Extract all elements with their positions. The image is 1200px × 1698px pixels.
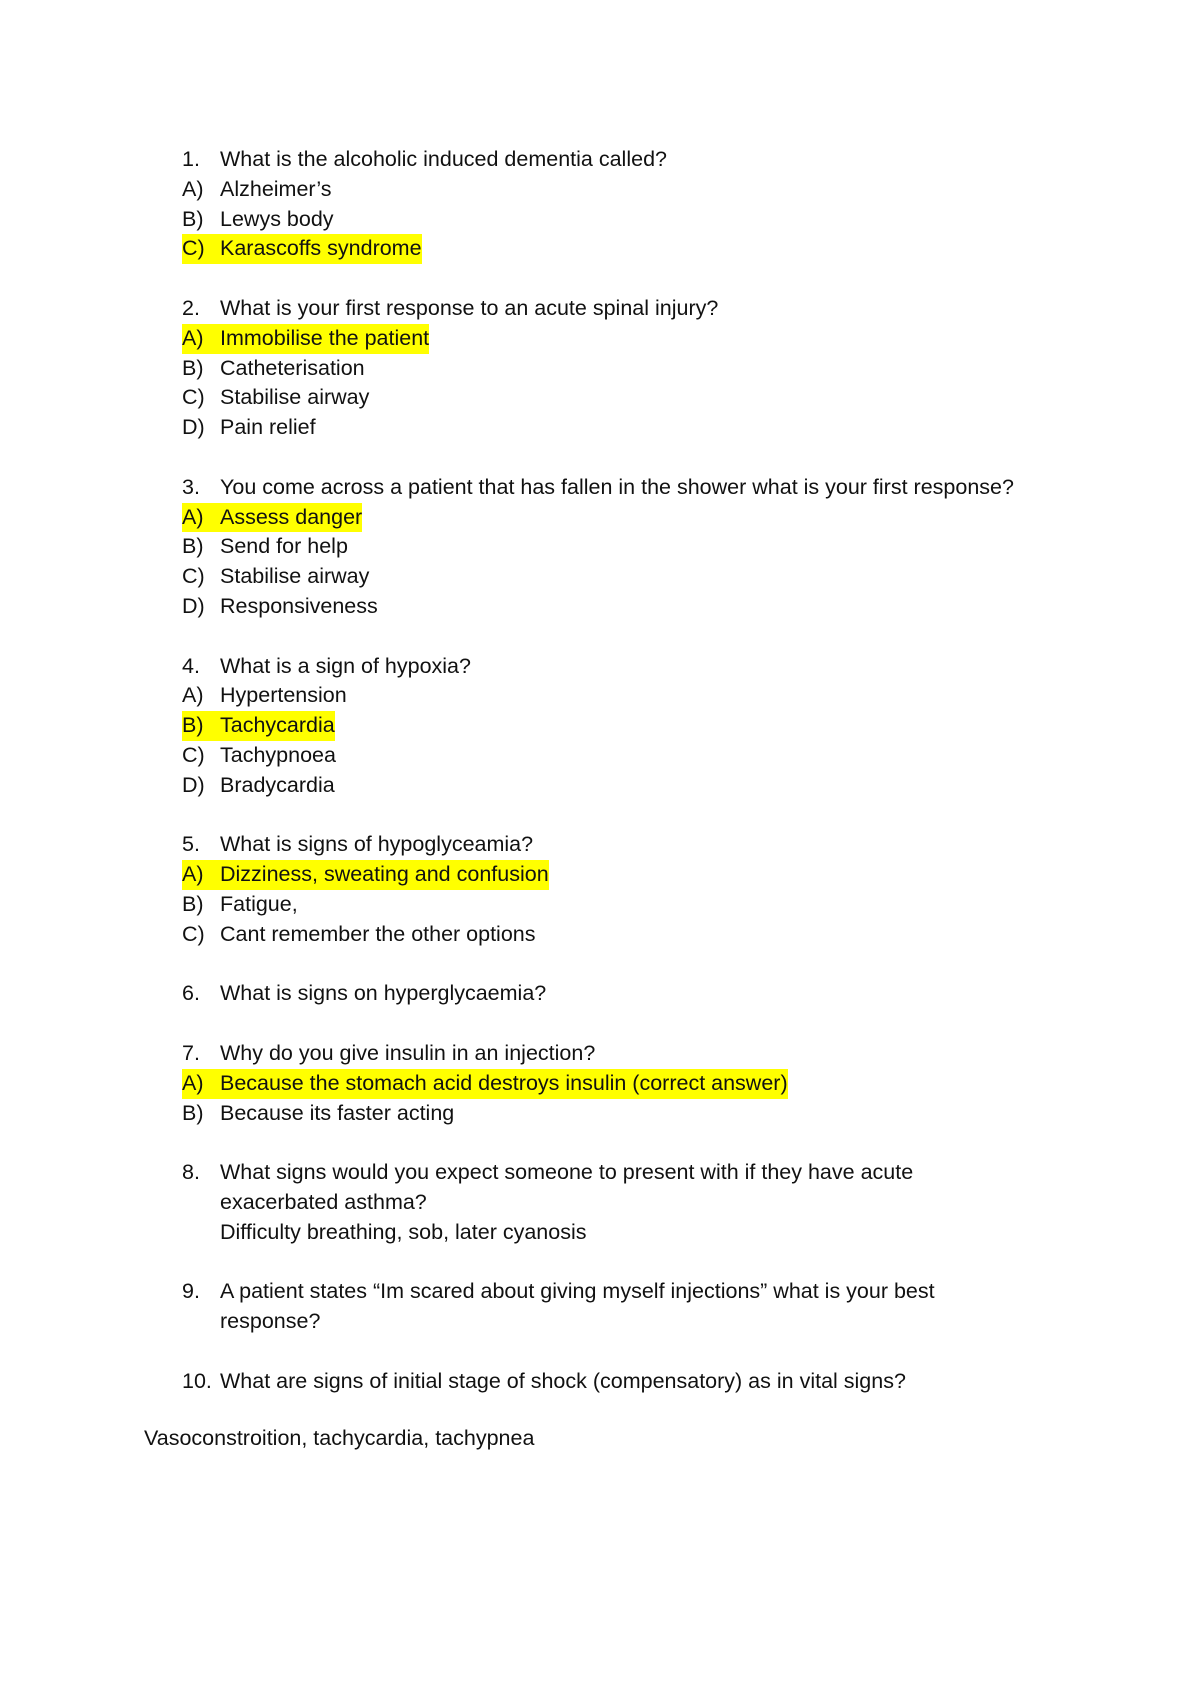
question-continuation-line xyxy=(182,1188,1082,1218)
option-text: Lewys body xyxy=(220,206,334,231)
option-letter: C) xyxy=(182,564,205,589)
question-number: 2. xyxy=(182,295,200,320)
question-line xyxy=(182,145,1082,175)
blank-line xyxy=(182,443,1082,473)
option-letter: C) xyxy=(182,236,205,261)
option-letter: A) xyxy=(182,1070,204,1095)
answer-option xyxy=(182,383,1082,413)
highlighted-answer-text: Assess danger xyxy=(220,504,363,529)
question-number: 3. xyxy=(182,474,200,499)
answer-option xyxy=(182,592,1082,622)
answer-option xyxy=(182,205,1082,235)
option-letter: B) xyxy=(182,206,204,231)
option-letter: D) xyxy=(182,415,205,440)
question-line xyxy=(182,1367,1082,1397)
answer-highlight xyxy=(182,1069,788,1099)
option-text: Catheterisation xyxy=(220,355,365,380)
blank-line xyxy=(182,1128,1082,1158)
question-block xyxy=(182,294,1082,443)
answer-highlight xyxy=(182,234,422,264)
question-block xyxy=(182,145,1082,264)
option-letter: B) xyxy=(182,1100,204,1125)
answer-option xyxy=(182,324,1082,354)
answer-option xyxy=(182,711,1082,741)
answer-option xyxy=(182,175,1082,205)
option-text: Stabilise airway xyxy=(220,564,370,589)
blank-line xyxy=(182,264,1082,294)
option-letter: A) xyxy=(182,176,204,201)
highlighted-answer-text: Dizziness, sweating and confusion xyxy=(220,862,549,887)
question-line xyxy=(182,473,1082,503)
option-letter: C) xyxy=(182,921,205,946)
question-line xyxy=(182,1277,1082,1307)
answer-highlight xyxy=(182,503,362,533)
option-text: Hypertension xyxy=(220,683,347,708)
answer-option xyxy=(182,741,1082,771)
question-block xyxy=(182,830,1082,949)
footer-answer-text: Vasoconstroition, tachycardia, tachypnea xyxy=(144,1426,535,1450)
option-text: Cant remember the other options xyxy=(220,921,536,946)
question-block xyxy=(182,1277,1082,1337)
option-letter: C) xyxy=(182,385,205,410)
option-letter: A) xyxy=(182,504,204,529)
answer-option xyxy=(182,860,1082,890)
option-text: Pain relief xyxy=(220,415,316,440)
question-text: What is your first response to an acute spinal injury? xyxy=(220,295,719,320)
question-line xyxy=(182,830,1082,860)
question-number: 1. xyxy=(182,147,200,171)
answer-option xyxy=(182,890,1082,920)
answer-option xyxy=(182,532,1082,562)
question-text: response? xyxy=(220,1309,321,1334)
option-letter: D) xyxy=(182,772,205,797)
question-block xyxy=(182,1367,1082,1397)
blank-line xyxy=(182,1337,1082,1367)
highlighted-answer-text: Because the stomach acid destroys insulin (correct answer) xyxy=(220,1070,788,1095)
answer-highlight xyxy=(182,711,335,741)
answer-option xyxy=(182,562,1082,592)
answer-option xyxy=(182,1069,1082,1099)
option-letter: D) xyxy=(182,593,205,618)
question-number: 10. xyxy=(182,1368,212,1393)
option-text: Bradycardia xyxy=(220,772,335,797)
answer-highlight xyxy=(182,324,429,354)
option-text: Alzheimer’s xyxy=(220,176,332,201)
answer-option xyxy=(182,234,1082,264)
option-text: Fatigue, xyxy=(220,891,298,916)
option-letter: A) xyxy=(182,862,204,887)
highlighted-answer-text: Tachycardia xyxy=(220,713,335,738)
answer-option xyxy=(182,771,1082,801)
question-number: 6. xyxy=(182,981,200,1006)
answer-option xyxy=(182,503,1082,533)
option-letter: A) xyxy=(182,325,204,350)
option-letter: A) xyxy=(182,683,204,708)
question-text: What is signs of hypoglyceamia? xyxy=(220,832,534,857)
option-text: Responsiveness xyxy=(220,593,378,618)
blank-line xyxy=(182,1247,1082,1277)
question-continuation-line xyxy=(182,1307,1082,1337)
blank-line xyxy=(182,622,1082,652)
question-text: exacerbated asthma? xyxy=(220,1189,427,1214)
question-line xyxy=(182,1039,1082,1069)
question-number: 9. xyxy=(182,1279,200,1304)
option-text: Because its faster acting xyxy=(220,1100,455,1125)
question-continuation-line xyxy=(182,1218,1082,1248)
question-block xyxy=(182,652,1082,801)
blank-line xyxy=(182,801,1082,831)
question-number: 7. xyxy=(182,1040,200,1065)
option-letter: B) xyxy=(182,534,204,559)
option-letter: B) xyxy=(182,355,204,380)
answer-option xyxy=(182,354,1082,384)
question-text: What is the alcoholic induced dementia called? xyxy=(220,147,667,171)
question-text: What signs would you expect someone to present with if they have acute xyxy=(220,1160,914,1185)
question-line xyxy=(182,979,1082,1009)
question-text: Difficulty breathing, sob, later cyanosis xyxy=(220,1219,587,1244)
question-line xyxy=(182,1158,1082,1188)
answer-highlight xyxy=(182,860,549,890)
question-text: Why do you give insulin in an injection? xyxy=(220,1040,596,1065)
option-letter: B) xyxy=(182,713,204,738)
question-block xyxy=(182,979,1082,1009)
question-text: You come across a patient that has fallen in the shower what is your first response? xyxy=(220,474,1014,499)
question-block xyxy=(182,1158,1082,1247)
question-block xyxy=(182,473,1082,622)
option-letter: C) xyxy=(182,742,205,767)
option-text: Stabilise airway xyxy=(220,385,370,410)
question-text: What are signs of initial stage of shock (compensatory) as in vital signs? xyxy=(220,1368,906,1393)
question-line xyxy=(182,652,1082,682)
highlighted-answer-text: Karascoffs syndrome xyxy=(220,236,422,261)
answer-option xyxy=(182,920,1082,950)
question-line xyxy=(182,294,1082,324)
question-text: What is signs on hyperglycaemia? xyxy=(220,981,547,1006)
blank-line xyxy=(182,950,1082,980)
question-number: 8. xyxy=(182,1160,200,1185)
option-text: Send for help xyxy=(220,534,348,559)
option-text: Tachypnoea xyxy=(220,742,336,767)
option-letter: B) xyxy=(182,891,204,916)
blank-line xyxy=(182,1009,1082,1039)
answer-option xyxy=(182,681,1082,711)
question-number: 4. xyxy=(182,653,200,678)
question-text: What is a sign of hypoxia? xyxy=(220,653,471,678)
question-list xyxy=(182,145,1082,1396)
answer-option xyxy=(182,413,1082,443)
question-text: A patient states “Im scared about giving myself injections” what is your best xyxy=(220,1279,935,1304)
highlighted-answer-text: Immobilise the patient xyxy=(220,325,430,350)
answer-option xyxy=(182,1099,1082,1129)
question-number: 5. xyxy=(182,832,200,857)
question-block xyxy=(182,1039,1082,1128)
